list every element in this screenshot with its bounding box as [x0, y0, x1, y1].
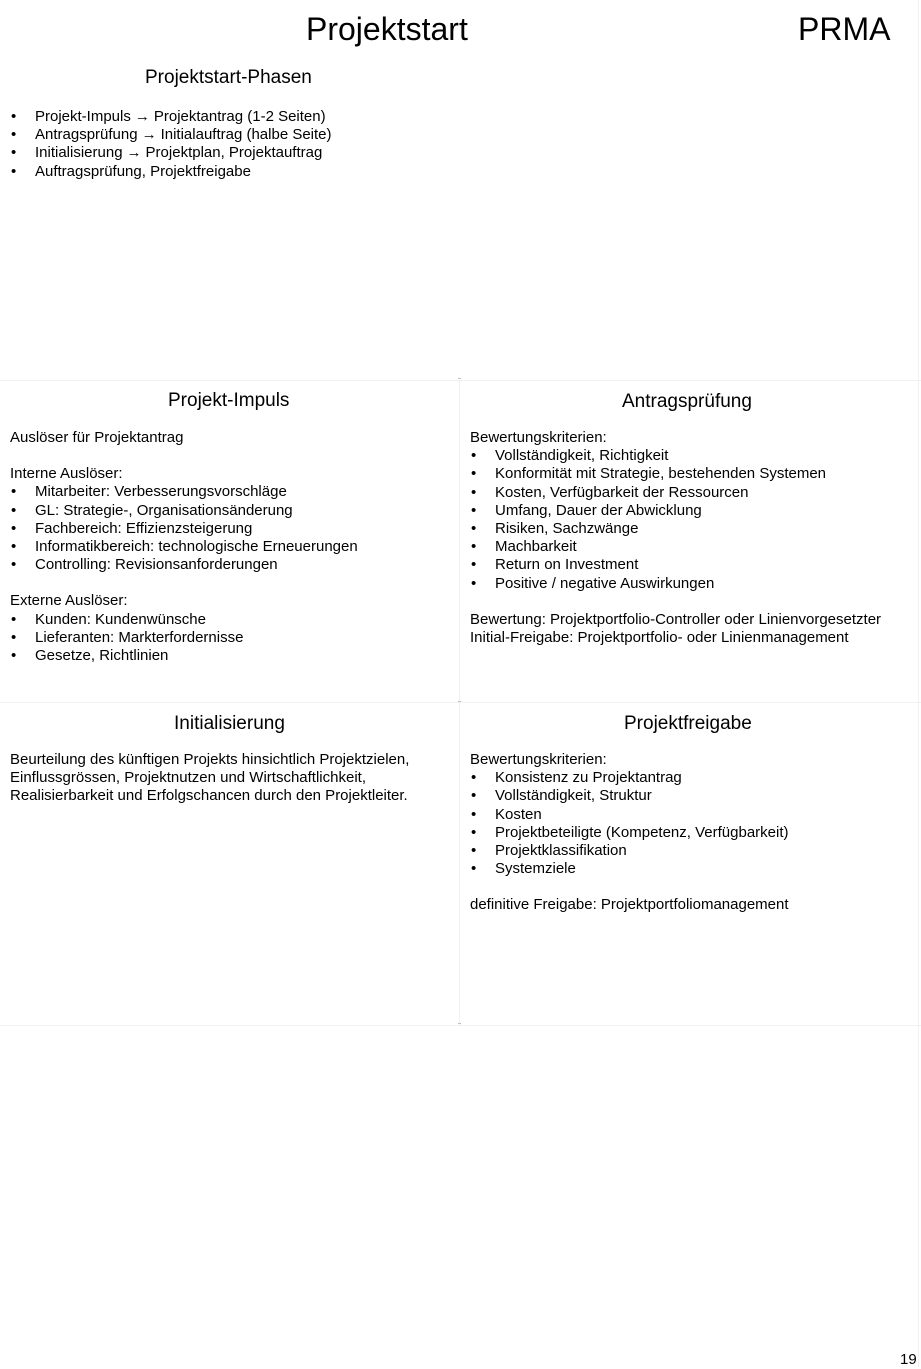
impuls-heading: Projekt-Impuls	[168, 390, 290, 411]
list-item: • Projektklassifikation	[470, 842, 789, 860]
list-item: • Systemziele	[470, 860, 789, 878]
list-item: • Mitarbeiter: Verbesserungsvorschläge	[10, 483, 358, 501]
list-item: • Informatikbereich: technologische Erneuerungen	[10, 538, 358, 556]
list-item: • Vollständigkeit, Struktur	[470, 787, 789, 805]
list-item: • Antragsprüfung → Initialauftrag (halbe Seite)	[10, 126, 332, 144]
init-body	[10, 751, 409, 806]
init-heading: Initialisierung	[174, 713, 285, 734]
list-item: • GL: Strategie-, Organisationsänderung	[10, 502, 358, 520]
antrag-criteria-list	[470, 447, 881, 593]
list-item: • Initialisierung → Projektplan, Projektauftrag	[10, 144, 332, 162]
list-item: • Umfang, Dauer der Abwicklung	[470, 502, 881, 520]
arrow-icon: →	[134, 108, 150, 125]
antrag-heading: Antragsprüfung	[622, 391, 752, 412]
criteria-label: Bewertungskriterien:	[470, 429, 607, 446]
list-item: • Projektbeteiligte (Kompetenz, Verfügbarkeit)	[470, 824, 789, 842]
init-line: Realisierbarkeit und Erfolgschancen durch den Projektleiter.	[10, 787, 408, 805]
impuls-intro: Auslöser für Projektantrag	[10, 429, 184, 446]
list-item: • Projekt-Impuls → Projektantrag (1-2 Seiten)	[10, 108, 332, 126]
list-item: • Kunden: Kundenwünsche	[10, 611, 358, 629]
page-number: 19	[900, 1351, 917, 1368]
init-line: Beurteilung des künftigen Projekts hinsichtlich Projektzielen,	[10, 751, 410, 768]
brand-label: PRMA	[798, 11, 891, 47]
external-list	[10, 611, 358, 666]
antrag-release: Initial-Freigabe: Projektportfolio- oder Linienmanagement	[470, 629, 849, 647]
external-label: Externe Auslöser:	[10, 592, 128, 610]
list-item: • Kosten, Verfügbarkeit der Ressourcen	[470, 484, 881, 502]
freigabe-heading: Projektfreigabe	[624, 713, 752, 734]
list-item: • Lieferanten: Markterfordernisse	[10, 629, 358, 647]
list-item: • Vollständigkeit, Richtigkeit	[470, 447, 881, 465]
separator	[918, 0, 919, 1368]
impuls-body	[10, 429, 358, 665]
arrow-icon: →	[126, 144, 142, 162]
antrag-rating: Bewertung: Projektportfolio-Controller oder Linienvorgesetzter	[470, 610, 882, 628]
freigabe-body	[470, 751, 789, 915]
list-item: • Auftragsprüfung, Projektfreigabe	[10, 163, 332, 181]
arrow-icon: →	[141, 126, 157, 144]
list-item: • Gesetze, Richtlinien	[10, 647, 358, 665]
tick-mark	[458, 378, 461, 379]
list-item: • Konsistenz zu Projektantrag	[470, 769, 789, 787]
init-line: Einflussgrössen, Projektnutzen und Wirtschaftlichkeit,	[10, 769, 366, 787]
list-item: • Machbarkeit	[470, 538, 881, 556]
phases-list	[10, 108, 332, 181]
antrag-body	[470, 429, 881, 647]
list-item: • Fachbereich: Effizienzsteigerung	[10, 520, 358, 538]
list-item: • Kosten	[470, 806, 789, 824]
list-item: • Return on Investment	[470, 556, 881, 574]
list-item: • Controlling: Revisionsanforderungen	[10, 556, 358, 574]
separator	[459, 380, 460, 1025]
page-title: Projektstart	[306, 11, 468, 47]
tick-mark	[458, 701, 461, 702]
list-item: • Risiken, Sachzwänge	[470, 520, 881, 538]
separator	[0, 380, 921, 381]
freigabe-criteria-list	[470, 769, 789, 878]
phases-heading: Projektstart-Phasen	[145, 67, 312, 88]
internal-label: Interne Auslöser:	[10, 465, 123, 483]
separator	[0, 702, 921, 703]
list-item: • Positive / negative Auswirkungen	[470, 575, 881, 593]
tick-mark	[458, 1023, 461, 1024]
freigabe-final: definitive Freigabe: Projektportfoliomanagement	[470, 896, 789, 914]
list-item: • Konformität mit Strategie, bestehenden Systemen	[470, 465, 881, 483]
internal-list	[10, 483, 358, 574]
criteria-label: Bewertungskriterien:	[470, 751, 607, 768]
separator	[0, 1025, 921, 1026]
